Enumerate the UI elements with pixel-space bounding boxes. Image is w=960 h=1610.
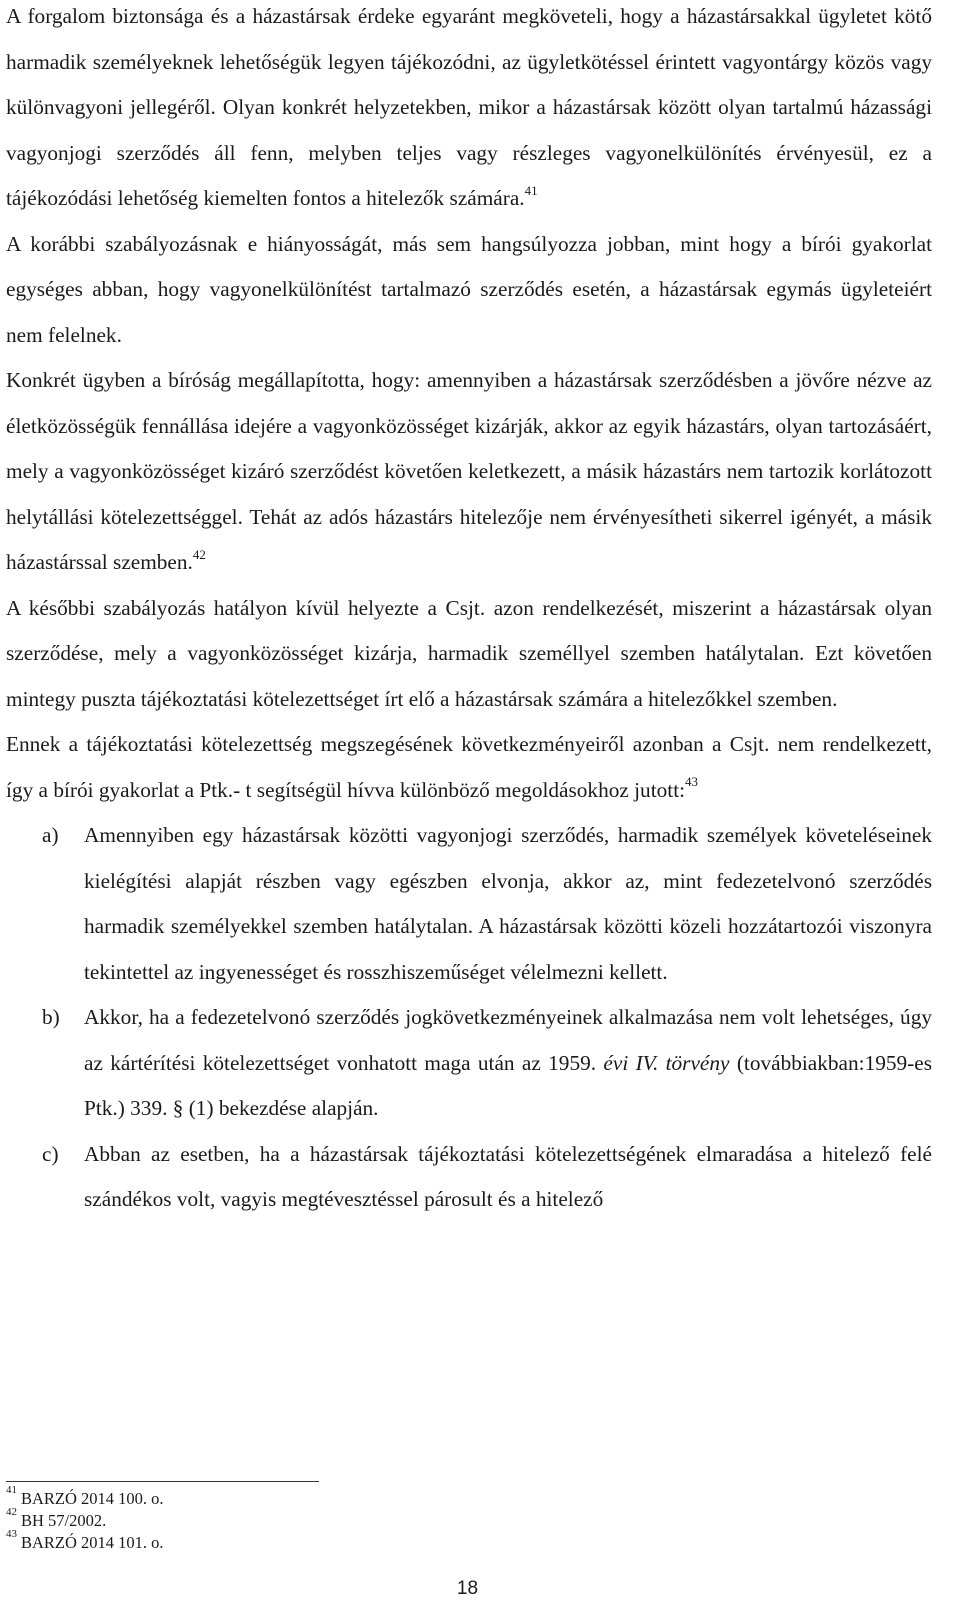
paragraph-4: A későbbi szabályozás hatályon kívül helyezte a Csjt. azon rendelkezését, miszerint a házastársak olyan szerződése, mely a vagyonközösséget kizárja, harmadik személlyel szemben hatálytalan. Ezt követően mintegy puszta tájékoztatási kötelezettséget írt elő a házastársak számára a hitelezőkkel szemben.: [6, 595, 932, 711]
list-marker: a): [42, 823, 59, 847]
list-item-text: Akkor, ha a fedezetelvonó szerződés jogkövetkezményeinek alkalmazása nem volt lehetséges, úgy az kártérítési kötelezettséget vonhatott maga után az 1959.: [84, 1005, 932, 1075]
footnote-text: BARZÓ 2014 101. o.: [21, 1533, 164, 1552]
list-marker: b): [42, 1005, 60, 1029]
list-item-text-cont: (továbbiakban:1959-es Ptk.) 339. § (1) bekezdése alapján.: [84, 1050, 932, 1120]
list-marker: c): [42, 1141, 59, 1166]
footnote-ref-42[interactable]: 42: [192, 546, 206, 562]
footnote-number: 42: [6, 1505, 17, 1518]
list-item-a: [6, 813, 932, 995]
paragraph-2: A korábbi szabályozásnak e hiányosságát, más sem hangsúlyozza jobban, mint hogy a bírói gyakorlat egységes abban, hogy vagyonelkülönítést tartalmazó szerződés esetén, a házastársak egymás ügyleteiért nem felelnek.: [6, 231, 932, 347]
footnote-ref-41[interactable]: 41: [524, 182, 538, 198]
consequences-list: [6, 813, 932, 1223]
footnote-ref-43[interactable]: 43: [685, 774, 699, 790]
footnote-42: [6, 1505, 164, 1532]
footnote-number: 43: [6, 1527, 17, 1540]
footnote-41: [6, 1483, 164, 1510]
paragraph-3: Konkrét ügyben a bíróság megállapította, hogy: amennyiben a házastársak szerződésben a jövőre nézve az életközösségük fennállása idejére a vagyonközösséget kizárják, akkor az egyik házastárs, olyan tartozásáért, mely a vagyonközösséget kizáró szerződést követően keletkezett, a másik házastárs nem tartozik korlátozott helytállási kötelezettséggel. Tehát az adós házastárs hitelezője nem érvényesítheti sikerrel igényét, a másik házastárssal szemben.$^{42}$: [6, 368, 932, 574]
list-item-b: [6, 995, 932, 1132]
footnote-number: 41: [6, 1483, 17, 1496]
paragraph-5: Ennek a tájékoztatási kötelezettség megszegésének következményeiről azonban a Csjt. nem rendelkezett, így a bírói gyakorlat a Ptk.- t segítségül hívva különböző megoldásokhoz jutott:$^{43}$: [6, 732, 932, 802]
footnote-separator: [6, 1481, 319, 1482]
law-title-italic: évi IV. törvény: [603, 1050, 730, 1075]
footnote-text: BARZÓ 2014 100. o.: [21, 1489, 164, 1508]
footnote-text: BH 57/2002.: [21, 1511, 107, 1530]
page-number: 18: [456, 1578, 479, 1599]
paragraph-1: A forgalom biztonsága és a házastársak érdeke egyaránt megköveteli, hogy a házastársakkal ügyletet kötő harmadik személyeknek lehetőségük legyen tájékozódni, az ügyletkötéssel érintett vagyontárgy közös vagy különvagyoni jellegéről. Olyan konkrét helyzetekben, mikor a házastársak között olyan tartalmú házassági vagyonjogi szerződés áll fenn, melyben teljes vagy részleges vagyonelkülönítés érvényesül, ez a tájékozódási lehetőség kiemelten fontos a hitelezők számára.$^{41}$: [6, 4, 932, 210]
footnotes: [6, 1483, 164, 1554]
list-item-c: [6, 1132, 932, 1223]
footnote-43: [6, 1527, 164, 1554]
list-item-text: Abban az esetben, ha a házastársak tájékoztatási kötelezettségének elmaradása a hitelező felé szándékos volt, vagyis megtévesztéssel párosult és a hitelező: [84, 1141, 932, 1211]
list-item-text: Amennyiben egy házastársak közötti vagyonjogi szerződés, harmadik személyek követeléseinek kielégítési alapját részben vagy egészben elvonja, akkor az, mint fedezetelvonó szerződés harmadik személyekkel szemben hatálytalan. A házastársak közötti közeli hozzátartozói viszonyra tekintettel az ingyenességet és rosszhiszeműséget vélelmezni kellett.: [84, 823, 932, 984]
page-body: [6, 0, 932, 1223]
